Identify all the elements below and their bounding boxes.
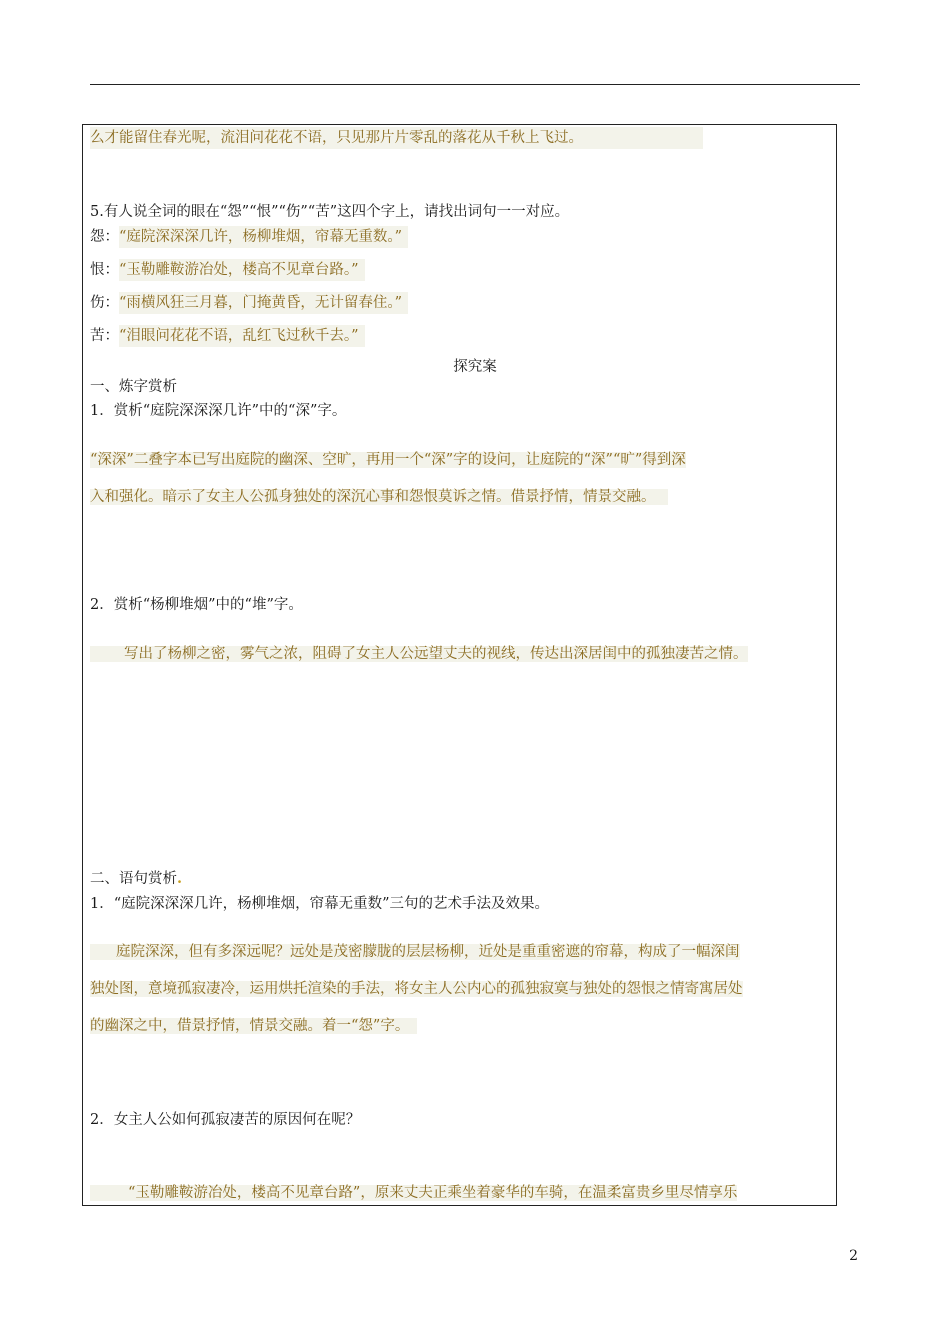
section-title: 探究案 <box>453 359 497 375</box>
part1-q1: 1．赏析“庭院深深深几许”中的“深”字。 <box>90 403 347 419</box>
part2-a1: 庭院深深，但有多深远呢？远处是茂密朦胧的层层杨柳，近处是重重密遮的帘幕，构成了一幅深闺 独处图，意境孤寂凄冷，运用烘托渲染的手法，将女主人公内心的孤独寂寞与独处的怨恨之情寄寓居处 的幽深之中，借景抒情，情景交融。着一“怨”字。 <box>90 944 743 1034</box>
part2-a2: “玉勒雕鞍游冶处，楼高不见章台路”，原来丈夫正乘坐着豪华的车骑，在温柔富贵乡里尽情享乐 <box>90 1175 830 1212</box>
page-number: 2 <box>849 1248 858 1264</box>
part1-q2: 2．赏析“杨柳堆烟”中的“堆”字。 <box>90 597 303 613</box>
part2-q1: 1．“庭院深深深几许，杨柳堆烟，帘幕无重数”三句的艺术手法及效果。 <box>90 896 550 912</box>
q5-item-yuan: 怨：“庭院深深深几许，杨柳堆烟，帘幕无重数。” <box>90 226 408 248</box>
q5-item-ku: 苦：“泪眼问花花不语，乱红飞过秋千去。” <box>90 325 365 347</box>
q5-item-shang: 伤：“雨横风狂三月暮，门掩黄昏，无计留春住。” <box>90 292 408 314</box>
header-rule <box>90 84 860 85</box>
part1-a2: 写出了杨柳之密，雾气之浓，阻碍了女主人公远望丈夫的视线，传达出深居闺中的孤独凄苦之情。 <box>90 636 830 673</box>
part2-q2: 2．女主人公如何孤寂凄苦的原因何在呢？ <box>90 1112 361 1128</box>
part1-a1: “深深”二叠字本已写出庭院的幽深、空旷，再用一个“深”字的设问，让庭院的“深”“旷”得到深 入和强化。暗示了女主人公孤身独处的深沉心事和怨恨莫诉之情。借景抒情，情景交融。 <box>90 452 686 505</box>
q5-item-hen: 恨：“玉勒雕鞍游冶处，楼高不见章台路。” <box>90 259 365 281</box>
question-5: 5.有人说全词的眼在“怨”“恨”“伤”“苦”这四个字上，请找出词句一一对应。 <box>90 204 570 220</box>
part2-heading: 二、语句赏析. <box>90 870 183 887</box>
part1-heading: 一、炼字赏析 <box>90 379 177 395</box>
top-answer: 么才能留住春光呢，流泪问花花不语，只见那片片零乱的落花从千秋上飞过。 <box>90 127 703 149</box>
